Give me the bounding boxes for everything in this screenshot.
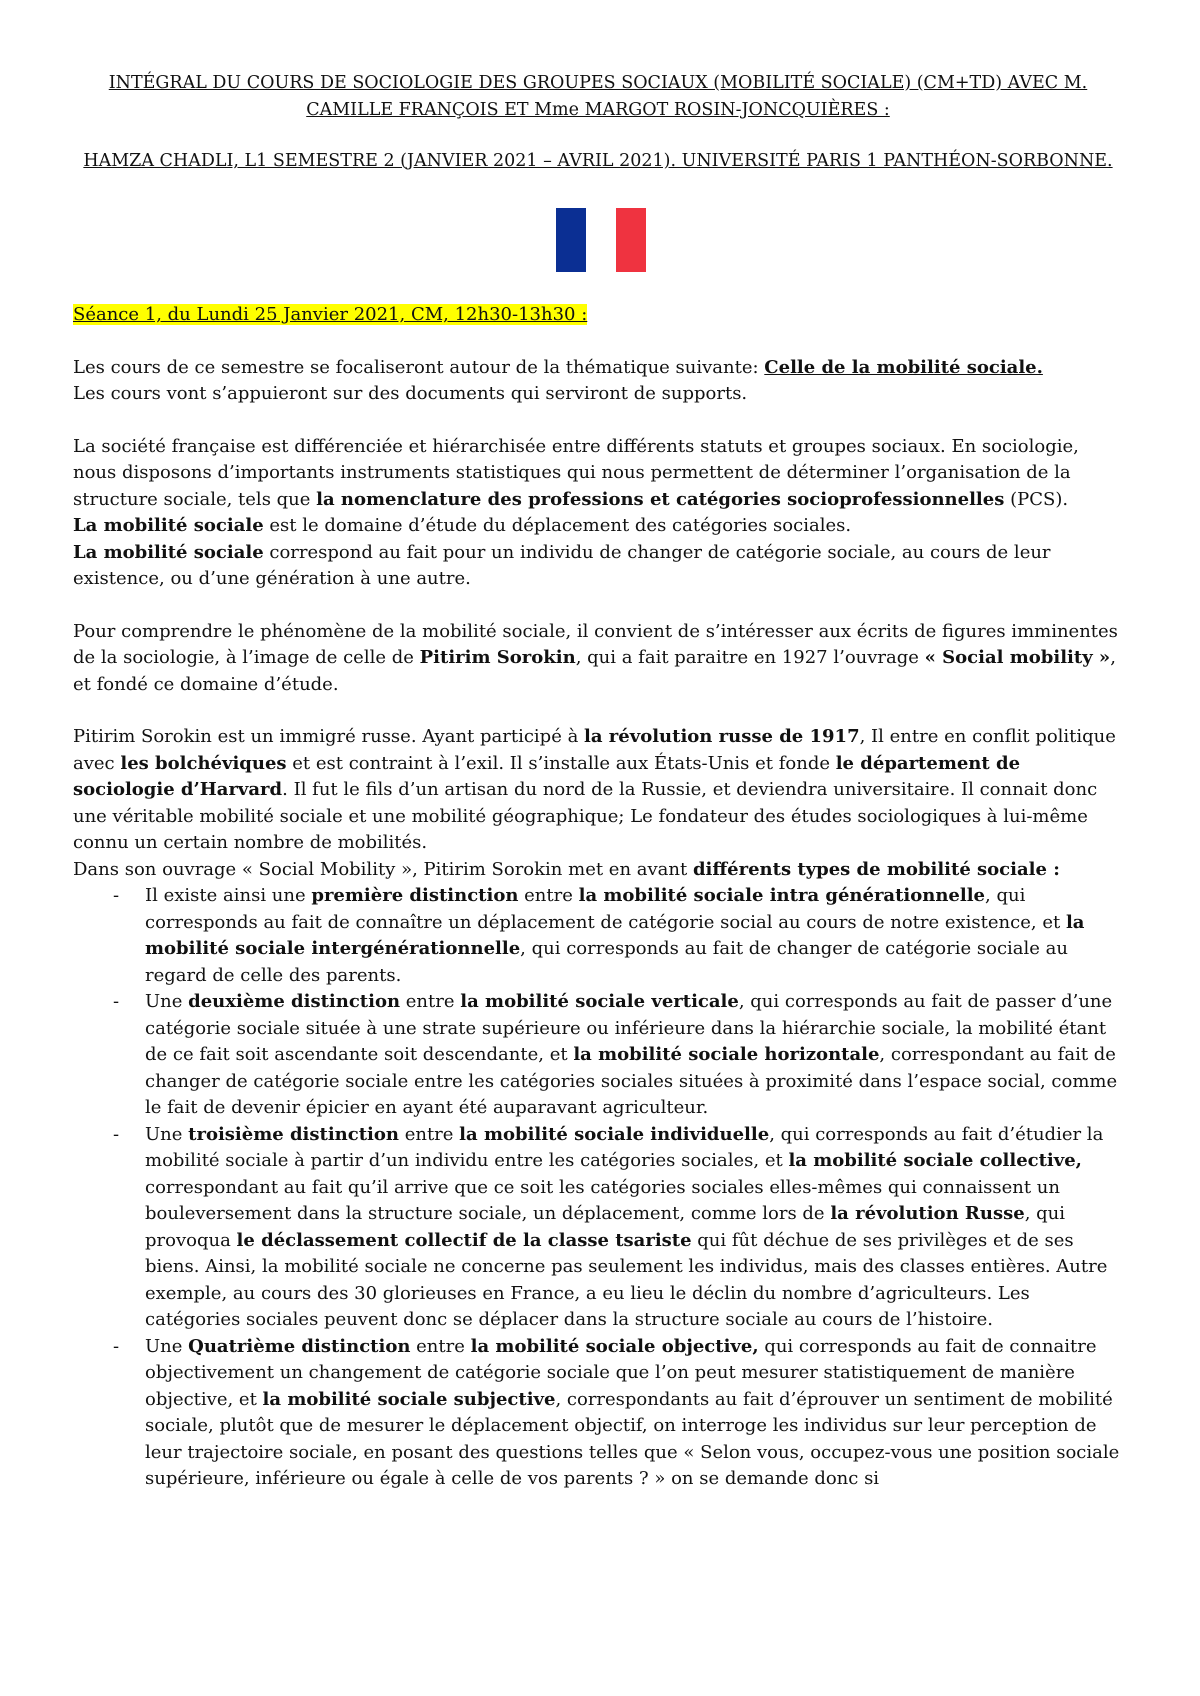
list-item-text: , qui corresponds au fait de passer d’une catégorie sociale située à une strate supérieure ou inférieure dans la hiérarchie sociale, la mobilité étant de ce fait soit ascendante soit descendante, et — [145, 991, 1113, 1065]
document-author-line: HAMZA CHADLI, L1 SEMESTRE 2 (JANVIER 2021 – AVRIL 2021). UNIVERSITÉ PARIS 1 PANTHÉON-SORBONNE. — [83, 151, 1113, 171]
bold-term: la mobilité sociale horizontale — [573, 1044, 880, 1065]
bold-term: première distinction — [311, 885, 519, 906]
list-item-text: Une — [145, 1335, 189, 1357]
paragraph-pcs: La société française est différenciée et hiérarchisée entre différents statuts et groupes sociaux. En sociologie, nous disposons d’importants instruments statistiques qui nous permettent de déterminer l’organisation de la structure sociale, tels que la nomenclature des professions et catégories socioprofessionnelles (PCS). La mobilité sociale est le domaine d’étude du déplacement des catégories sociales. La mobilité sociale correspond au fait pour un individu de changer de catégorie sociale, au cours de leur existence, ou d’une génération à une autre. — [73, 435, 1079, 589]
list-item-text: , correspondants au fait d’éprouver un sentiment de mobilité sociale, plutôt que de mesurer le déplacement objectif, on interroge les individus sur leur perception de leur trajectoire sociale, en posant des questions telles que « Selon vous, occupez-vous une position sociale supérieure, inférieure ou égale à celle de vos parents ? » on se demande donc si — [145, 1388, 1120, 1489]
list-item-text: , qui provoqua — [145, 1203, 1066, 1251]
list-item-text: , qui corresponds au fait d’étudier la mobilité sociale à partir d’un individu entre les catégories sociales, et — [145, 1123, 1104, 1171]
distinction-list — [73, 883, 1123, 1493]
document-title: INTÉGRAL DU COURS DE SOCIOLOGIE DES GROUPES SOCIAUX (MOBILITÉ SOCIALE) (CM+TD) AVEC M. CAMILLE FRANÇOIS ET Mme MARGOT ROSIN-JONCQUIÈRES : — [108, 73, 1088, 120]
intro-paragraph: Les cours de ce semestre se focaliseront autour de la thématique suivante: Celle de la mobilité sociale. Les cours vont s’appuieront sur des documents qui serviront de supports. — [73, 356, 1043, 404]
bold-term: deuxième distinction — [188, 991, 401, 1012]
list-item-text: entre — [398, 1123, 460, 1145]
bullet-dash: - — [113, 885, 120, 906]
flag-blue-stripe — [556, 208, 586, 272]
bold-term: le déclassement collectif de la classe tsariste — [236, 1229, 692, 1251]
bold-term: la révolution Russe — [830, 1203, 1025, 1224]
list-item-text: entre — [410, 1335, 471, 1357]
french-flag-icon — [78, 208, 1123, 272]
list-item-text: Une — [145, 1123, 189, 1145]
list-item-text: , correspondant au fait de changer de catégorie sociale entre les catégories sociales situées à proximité dans l’espace social, comme le fait de devenir épicier en ayant été auparavant agriculteur. — [145, 1044, 1118, 1118]
list-item-text: Il existe ainsi une — [145, 885, 312, 906]
list-item-text: entre — [518, 885, 579, 906]
flag-red-stripe — [616, 208, 646, 272]
bullet-dash: - — [113, 1335, 120, 1357]
list-item — [73, 883, 1123, 989]
bold-term: Quatrième distinction — [188, 1335, 411, 1357]
list-item-text: , qui corresponds au fait de changer de catégorie sociale au regard de celle des parents. — [145, 938, 1068, 986]
bold-term: la mobilité sociale intra générationnelle — [578, 885, 986, 906]
flag-white-stripe — [586, 208, 616, 272]
list-item — [73, 1122, 1123, 1334]
list-item-text: qui fût déchue de ses privilèges et de ses biens. Ainsi, la mobilité sociale ne concerne pas seulement les individus, mais des classes entières. Autre exemple, au cours des 30 glorieuses en France, a eu lieu le déclin du nombre d’agriculteurs. Les catégories sociales peuvent donc se déplacer dans la structure sociale au cours de l’histoire. — [145, 1229, 1108, 1330]
list-item-text: entre — [400, 991, 461, 1012]
list-item-text: Une — [145, 991, 189, 1012]
bold-term: la mobilité sociale individuelle — [459, 1123, 770, 1145]
bullet-dash: - — [113, 1123, 120, 1145]
bold-term: la mobilité sociale collective, — [788, 1150, 1082, 1171]
list-item-text: qui corresponds au fait de connaitre objectivement un changement de catégorie sociale que l’on peut mesurer statistiquement de manière objective, et — [145, 1335, 1097, 1410]
paragraph-biography: Pitirim Sorokin est un immigré russe. Ayant participé à la révolution russe de 1917, Il entre en conflit politique avec les bolchéviques et est contraint à l’exil. Il s’installe aux États-Unis et fonde le département de sociologie d’Harvard. Il fut le fils d’un artisan du nord de la Russie, et deviendra universitaire. Il connait donc une véritable mobilité sociale et une mobilité géographique; Le fondateur des études sociologiques à lui-même connu un certain nombre de mobilités. Dans son ouvrage « Social Mobility », Pitirim Sorokin met en avant différents types de mobilité sociale : — [73, 726, 1116, 880]
bold-term: la mobilité sociale verticale — [460, 991, 739, 1012]
list-item — [73, 1334, 1123, 1493]
list-item-text: correspondant au fait qu’il arrive que ce soit les catégories sociales elles-mêmes qui connaissent un bouleversement dans la structure sociale, un déplacement, comme lors de — [145, 1176, 1060, 1224]
bold-term: la mobilité sociale objective, — [470, 1335, 759, 1357]
bullet-dash: - — [113, 991, 120, 1012]
paragraph-sorokin: Pour comprendre le phénomène de la mobilité sociale, il convient de s’intéresser aux écrits de figures imminentes de la sociologie, à l’image de celle de Pitirim Sorokin, qui a fait paraitre en 1927 l’ouvrage « Social mobility », et fondé ce domaine d’étude. — [73, 620, 1118, 695]
bold-term: la mobilité sociale subjective — [262, 1388, 556, 1410]
bold-term: la mobilité sociale intergénérationnelle — [145, 911, 1085, 959]
bold-term: troisième distinction — [188, 1123, 399, 1145]
list-item-text: , qui corresponds au fait de connaître un déplacement de catégorie social au cours de notre existence, et — [145, 885, 1066, 933]
seance-heading: Séance 1, du Lundi 25 Janvier 2021, CM, 12h30-13h30 : — [73, 304, 588, 325]
list-item — [73, 989, 1123, 1122]
